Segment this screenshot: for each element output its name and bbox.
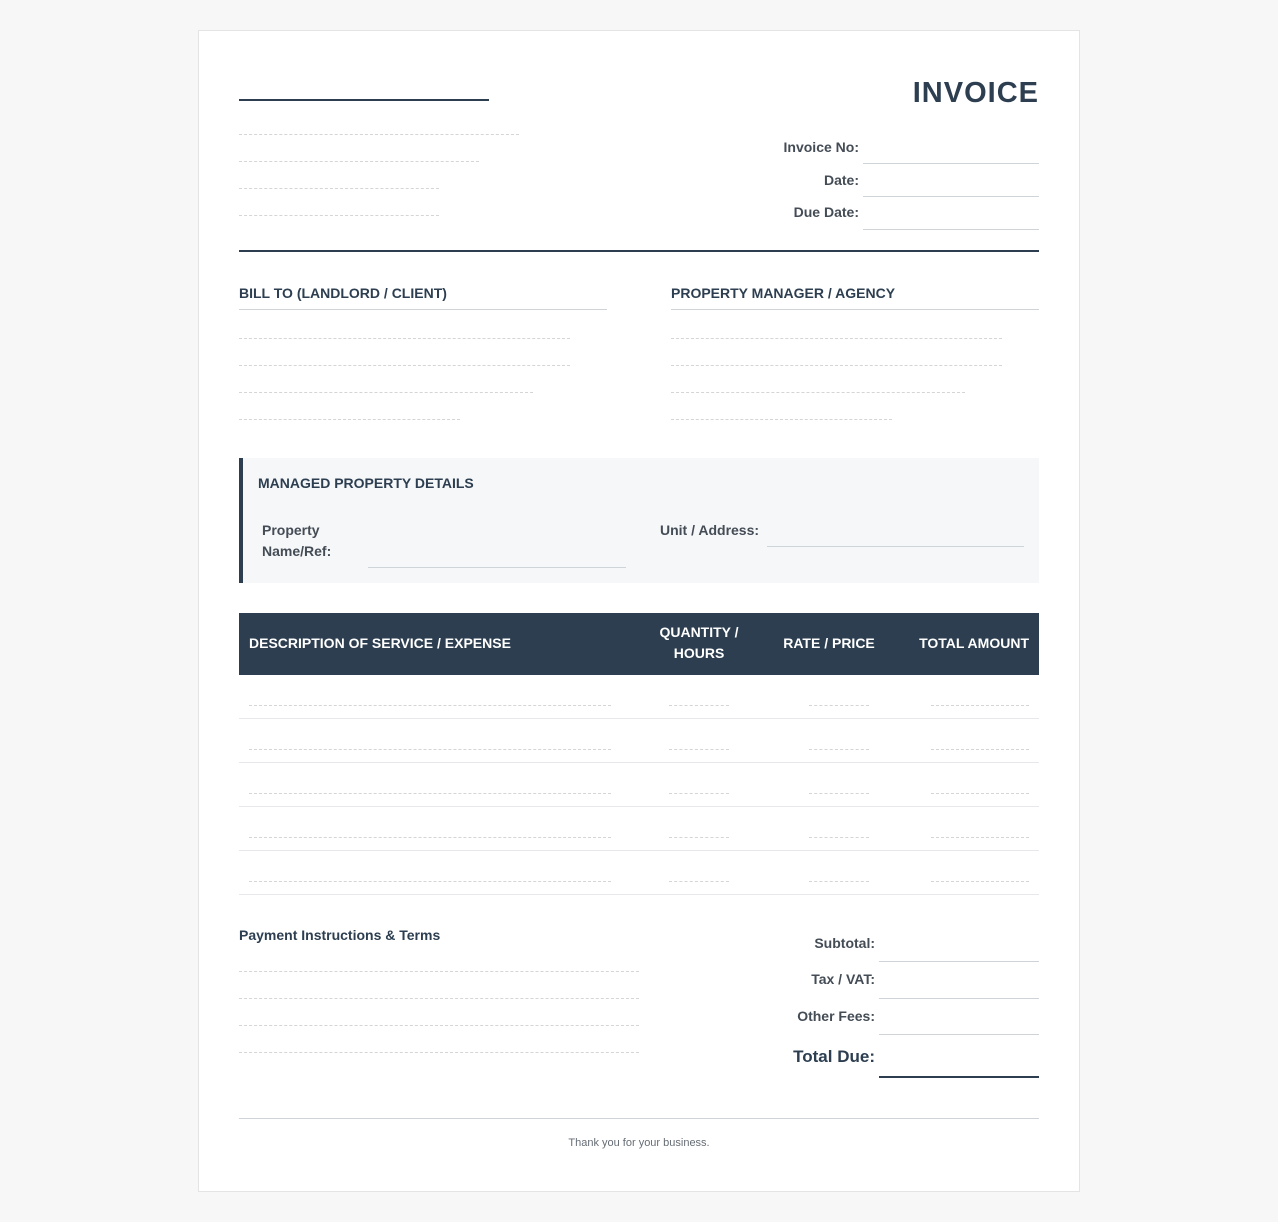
company-address-line-4[interactable] bbox=[239, 215, 439, 216]
header-divider bbox=[239, 250, 1039, 252]
row-2-total-field[interactable] bbox=[931, 749, 1029, 750]
manager-line-1[interactable] bbox=[671, 338, 1002, 339]
total-due-field[interactable] bbox=[879, 1076, 1039, 1078]
bill-to-line-1[interactable] bbox=[239, 338, 570, 339]
company-name-line[interactable] bbox=[239, 99, 489, 101]
bill-to-title: BILL TO (LANDLORD / CLIENT) bbox=[239, 285, 447, 301]
invoice-no-label: Invoice No: bbox=[783, 139, 859, 155]
manager-line-3[interactable] bbox=[671, 392, 965, 393]
row-5-description-field[interactable] bbox=[249, 881, 611, 882]
terms-line-3[interactable] bbox=[239, 1025, 639, 1026]
footer-divider bbox=[239, 1118, 1039, 1119]
terms-line-2[interactable] bbox=[239, 998, 639, 999]
row-5-quantity-field[interactable] bbox=[669, 881, 729, 882]
column-description: DESCRIPTION OF SERVICE / EXPENSE bbox=[249, 635, 511, 651]
company-address-line-2[interactable] bbox=[239, 161, 479, 162]
invoice-title: INVOICE bbox=[912, 77, 1039, 109]
terms-line-1[interactable] bbox=[239, 971, 639, 972]
column-quantity-line-1: QUANTITY / bbox=[659, 624, 739, 640]
row-2-separator bbox=[239, 762, 1039, 763]
footer-thank-you: Thank you for your business. bbox=[568, 1137, 710, 1149]
row-5-separator bbox=[239, 894, 1039, 895]
other-fees-field[interactable] bbox=[879, 1034, 1039, 1035]
subtotal-label: Subtotal: bbox=[814, 935, 875, 951]
payment-terms-title: Payment Instructions & Terms bbox=[239, 927, 441, 943]
property-details-title: MANAGED PROPERTY DETAILS bbox=[258, 475, 474, 491]
row-3-separator bbox=[239, 806, 1039, 807]
row-3-quantity-field[interactable] bbox=[669, 793, 729, 794]
unit-address-label: Unit / Address: bbox=[660, 522, 760, 538]
company-address-line-3[interactable] bbox=[239, 188, 439, 189]
invoice-no-field[interactable] bbox=[863, 163, 1039, 164]
property-name-label-line-2: Name/Ref: bbox=[262, 543, 332, 559]
manager-title: PROPERTY MANAGER / AGENCY bbox=[671, 285, 896, 301]
date-label: Date: bbox=[823, 172, 859, 188]
bill-to-line-4[interactable] bbox=[239, 419, 460, 420]
row-4-total-field[interactable] bbox=[931, 837, 1029, 838]
due-date-label: Due Date: bbox=[793, 204, 859, 220]
row-2-description-field[interactable] bbox=[249, 749, 611, 750]
column-rate: RATE / PRICE bbox=[783, 635, 875, 651]
column-quantity bbox=[639, 622, 759, 664]
property-details-panel bbox=[239, 458, 1039, 583]
tax-field[interactable] bbox=[879, 998, 1039, 999]
row-3-rate-field[interactable] bbox=[809, 793, 869, 794]
row-4-rate-field[interactable] bbox=[809, 837, 869, 838]
column-total: TOTAL AMOUNT bbox=[919, 635, 1029, 651]
row-2-rate-field[interactable] bbox=[809, 749, 869, 750]
row-3-description-field[interactable] bbox=[249, 793, 611, 794]
manager-line-4[interactable] bbox=[671, 419, 892, 420]
row-3-total-field[interactable] bbox=[931, 793, 1029, 794]
row-1-total-field[interactable] bbox=[931, 705, 1029, 706]
property-name-label-line-1: Property bbox=[262, 522, 320, 538]
property-name-label bbox=[262, 520, 331, 562]
bill-to-underline bbox=[239, 309, 607, 310]
row-4-quantity-field[interactable] bbox=[669, 837, 729, 838]
row-4-description-field[interactable] bbox=[249, 837, 611, 838]
row-5-total-field[interactable] bbox=[931, 881, 1029, 882]
other-fees-label: Other Fees: bbox=[797, 1008, 875, 1024]
row-5-rate-field[interactable] bbox=[809, 881, 869, 882]
row-2-quantity-field[interactable] bbox=[669, 749, 729, 750]
property-name-field[interactable] bbox=[368, 567, 626, 568]
bill-to-line-3[interactable] bbox=[239, 392, 533, 393]
tax-label: Tax / VAT: bbox=[811, 971, 875, 987]
due-date-field[interactable] bbox=[863, 229, 1039, 230]
date-field[interactable] bbox=[863, 196, 1039, 197]
items-table-header bbox=[239, 613, 1039, 675]
manager-line-2[interactable] bbox=[671, 365, 1002, 366]
bill-to-line-2[interactable] bbox=[239, 365, 570, 366]
row-4-separator bbox=[239, 850, 1039, 851]
row-1-description-field[interactable] bbox=[249, 705, 611, 706]
manager-underline bbox=[671, 309, 1039, 310]
row-1-quantity-field[interactable] bbox=[669, 705, 729, 706]
row-1-rate-field[interactable] bbox=[809, 705, 869, 706]
company-address-line-1[interactable] bbox=[239, 134, 519, 135]
column-quantity-line-2: HOURS bbox=[673, 645, 725, 661]
row-1-separator bbox=[239, 718, 1039, 719]
subtotal-field[interactable] bbox=[879, 961, 1039, 962]
terms-line-4[interactable] bbox=[239, 1052, 639, 1053]
invoice-page bbox=[198, 30, 1080, 1192]
total-due-label: Total Due: bbox=[793, 1047, 875, 1066]
unit-address-field[interactable] bbox=[767, 546, 1024, 547]
